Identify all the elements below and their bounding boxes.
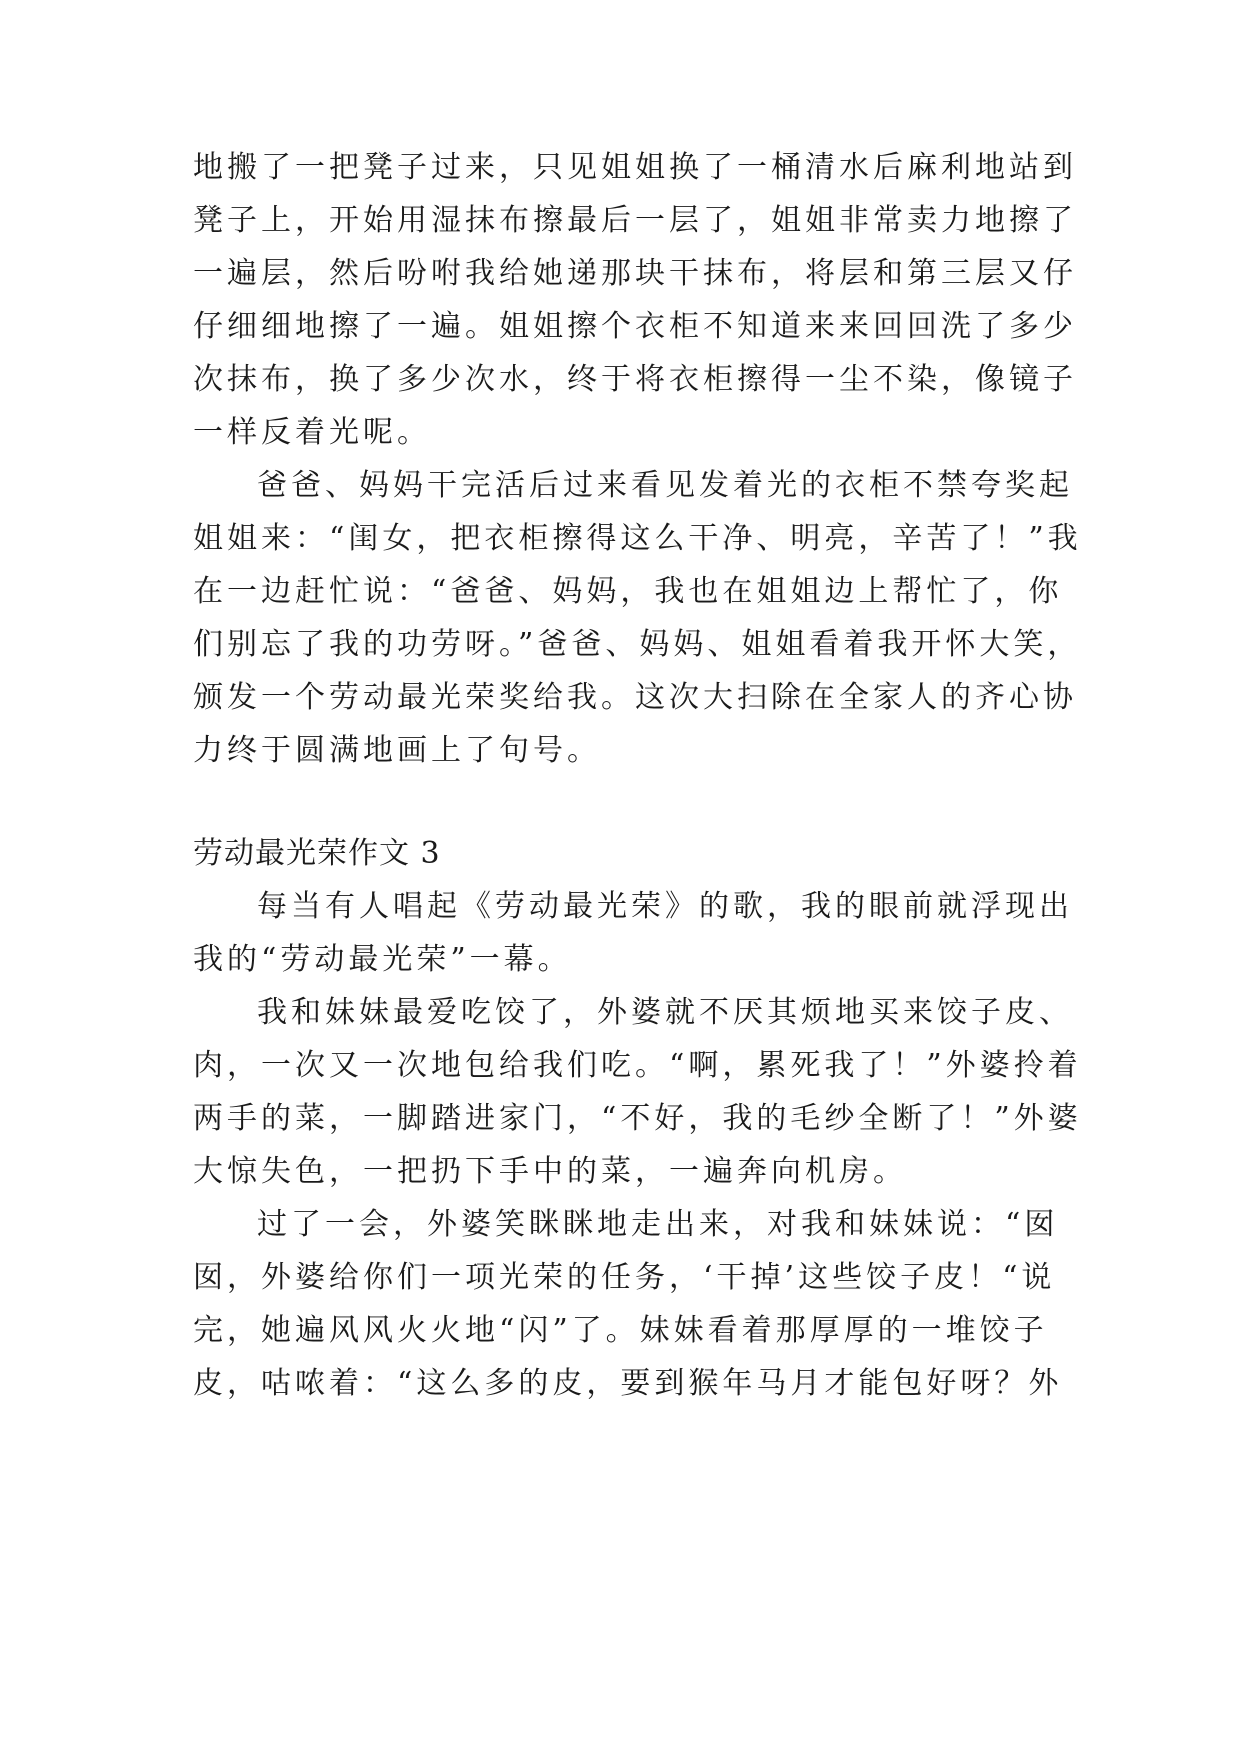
text-line: 过了一会，外婆笑眯眯地走出来，对我和妹妹说：“囡 [257,1207,1059,1242]
text-line: 两手的菜，一脚踏进家门，“不好，我的毛纱全断了！”外婆 [193,1101,1082,1136]
text-line: 我的“劳动最光荣”一幕。 [193,942,572,977]
text-line: 在一边赶忙说：“爸爸、妈妈，我也在姐姐边上帮忙了，你 [193,574,1063,609]
text-line: 颁发一个劳动最光荣奖给我。这次大扫除在全家人的齐心协 [193,680,1077,715]
text-line: 大惊失色，一把扔下手中的菜，一遍奔向机房。 [193,1154,907,1189]
text-line: 爸爸、妈妈干完活后过来看见发着光的衣柜不禁夸奖起 [257,468,1073,503]
text-line: 姐姐来：“闺女，把衣柜擦得这么干净、明亮，辛苦了！”我 [193,521,1082,556]
text-line: 力终于圆满地画上了句号。 [193,733,601,768]
text-line: 次抹布，换了多少次水，终于将衣柜擦得一尘不染，像镜子 [193,362,1077,397]
text-line: 囡，外婆给你们一项光荣的任务，‘干掉’这些饺子皮！“说 [193,1260,1056,1295]
text-line: 我和妹妹最爱吃饺了，外婆就不厌其烦地买来饺子皮、 [257,995,1073,1030]
section-heading: 劳动最光荣作文 3 [193,836,441,871]
text-line: 完，她遍风风火火地“闪”了。妹妹看着那厚厚的一堆饺子 [193,1313,1048,1348]
text-line: 肉，一次又一次地包给我们吃。“啊，累死我了！”外婆拎着 [193,1048,1082,1083]
text-line: 仔细细地擦了一遍。姐姐擦个衣柜不知道来来回回洗了多少 [193,309,1077,344]
text-line: 一样反着光呢。 [193,415,431,450]
text-line: 凳子上，开始用湿抹布擦最后一层了，姐姐非常卖力地擦了 [193,203,1077,238]
text-line: 每当有人唱起《劳动最光荣》的歌，我的眼前就浮现出 [257,889,1073,924]
text-line: 地搬了一把凳子过来，只见姐姐换了一桶清水后麻利地站到 [193,150,1077,185]
text-line: 一遍层，然后吩咐我给她递那块干抹布，将层和第三层又仔 [193,256,1077,291]
text-line: 皮，咕哝着：“这么多的皮，要到猴年马月才能包好呀？外 [193,1366,1063,1401]
text-line: 们别忘了我的功劳呀。”爸爸、妈妈、姐姐看着我开怀大笑， [193,627,1082,662]
